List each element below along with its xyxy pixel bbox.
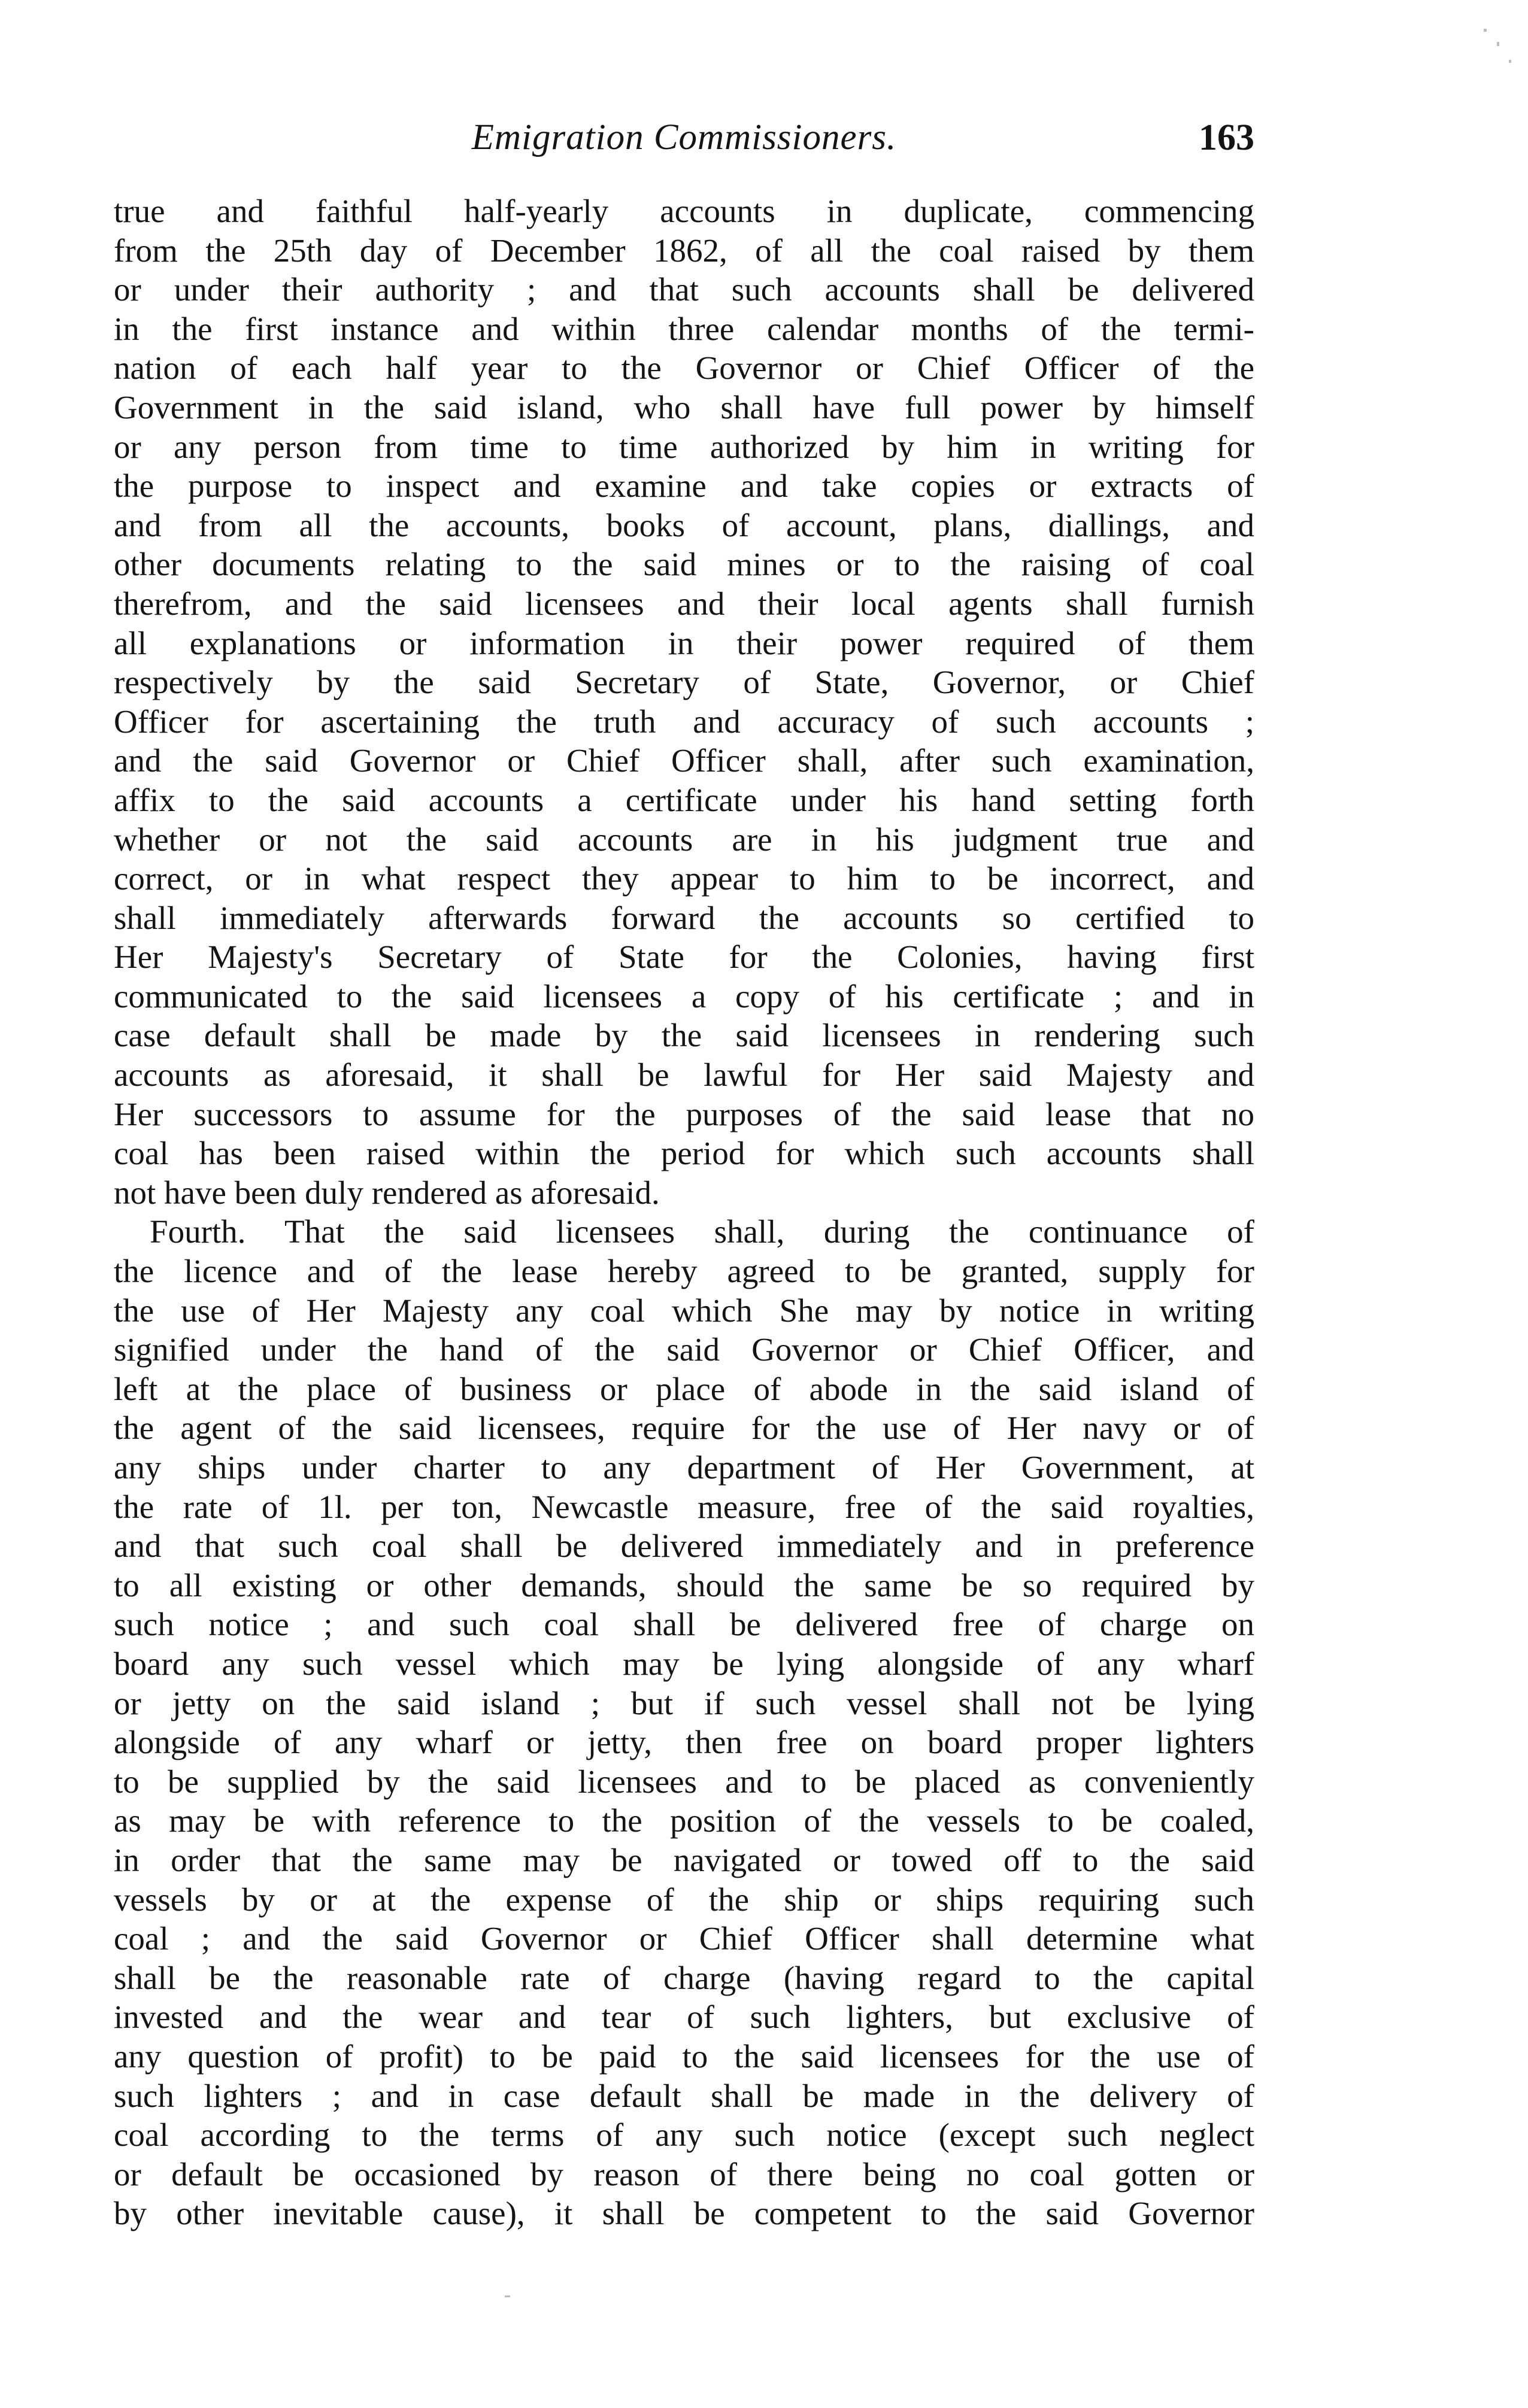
text-line: nation of each half year to the Governor or Chief Officer of the bbox=[114, 350, 1254, 387]
text-line: vessels by or at the expense of the ship or ships requiring such bbox=[114, 1881, 1254, 1918]
text-line: signified under the hand of the said Governor or Chief Officer, and bbox=[114, 1331, 1254, 1368]
text-line: to all existing or other demands, should the same be so required by bbox=[114, 1566, 1254, 1604]
text-line: as may be with reference to the position of the vessels to be coaled, bbox=[114, 1802, 1254, 1839]
text-line: Officer for ascertaining the truth and accuracy of such accounts ; bbox=[114, 703, 1254, 740]
text-line: the agent of the said licensees, require for the use of Her navy or of bbox=[114, 1410, 1254, 1447]
paragraph-first-line: Fourth. That the said licensees shall, during the continuance of bbox=[150, 1213, 1254, 1250]
text-line: coal has been raised within the period for which such accounts shall bbox=[114, 1135, 1254, 1172]
text-line: communicated to the said licensees a copy of his certificate ; and in bbox=[114, 977, 1254, 1015]
text-line: the licence and of the lease hereby agreed to be granted, supply for bbox=[114, 1253, 1254, 1290]
text-line: coal ; and the said Governor or Chief Officer shall determine what bbox=[114, 1920, 1254, 1957]
page-header bbox=[114, 117, 1254, 159]
text-line: Government in the said island, who shall have full power by himself bbox=[114, 388, 1254, 426]
text-line: the purpose to inspect and examine and take copies or extracts of bbox=[114, 467, 1254, 505]
text-line: the rate of 1l. per ton, Newcastle measure, free of the said royalties, bbox=[114, 1488, 1254, 1525]
paragraph-last-line: not have been duly rendered as aforesaid. bbox=[114, 1174, 660, 1211]
text-line: shall immediately afterwards forward the accounts so certified to bbox=[114, 899, 1254, 936]
text-line: whether or not the said accounts are in his judgment true and bbox=[114, 821, 1254, 858]
text-line: accounts as aforesaid, it shall be lawful for Her said Majesty and bbox=[114, 1056, 1254, 1094]
text-line: and the said Governor or Chief Officer shall, after such examination, bbox=[114, 742, 1254, 779]
page-number: 163 bbox=[1199, 117, 1254, 158]
text-line: other documents relating to the said mines or to the raising of coal bbox=[114, 546, 1254, 583]
text-line: invested and the wear and tear of such lighters, but exclusive of bbox=[114, 1999, 1254, 2036]
text-line: Her Majesty's Secretary of State for the Colonies, having first bbox=[114, 939, 1254, 976]
text-line: or jetty on the said island ; but if such vessel shall not be lying bbox=[114, 1684, 1254, 1721]
text-line: respectively by the said Secretary of State, Governor, or Chief bbox=[114, 664, 1254, 701]
text-line: or default be occasioned by reason of there being no coal gotten or bbox=[114, 2155, 1254, 2193]
text-line: any ships under charter to any department of Her Government, at bbox=[114, 1449, 1254, 1486]
text-line: any question of profit) to be paid to the said licensees for the use of bbox=[114, 2037, 1254, 2075]
text-line: shall be the reasonable rate of charge (having regard to the capital bbox=[114, 1959, 1254, 1996]
text-line: such lighters ; and in case default shall be made in the delivery of bbox=[114, 2077, 1254, 2114]
text-line: the use of Her Majesty any coal which She may by notice in writing bbox=[114, 1292, 1254, 1329]
text-line: alongside of any wharf or jetty, then free on board proper lighters bbox=[114, 1724, 1254, 1761]
scan-speck bbox=[505, 2295, 510, 2297]
text-line: and from all the accounts, books of account, plans, diallings, and bbox=[114, 506, 1254, 543]
text-line: affix to the said accounts a certificate under his hand setting forth bbox=[114, 781, 1254, 818]
text-line: Her successors to assume for the purposes of the said lease that no bbox=[114, 1095, 1254, 1132]
text-line: case default shall be made by the said licensees in rendering such bbox=[114, 1017, 1254, 1054]
text-line: to be supplied by the said licensees and to be placed as conveniently bbox=[114, 1763, 1254, 1800]
text-line: all explanations or information in their power required of them bbox=[114, 624, 1254, 661]
body-text bbox=[114, 192, 1254, 2233]
text-line: coal according to the terms of any such notice (except such neglect bbox=[114, 2117, 1254, 2154]
text-line: and that such coal shall be delivered immediately and in preference bbox=[114, 1528, 1254, 1565]
text-line: true and faithful half-yearly accounts in duplicate, commencing bbox=[114, 193, 1254, 229]
text-line: by other inevitable cause), it shall be competent to the said Governor bbox=[114, 2195, 1254, 2232]
scan-speck bbox=[1509, 60, 1511, 63]
text-line: board any such vessel which may be lying alongside of any wharf bbox=[114, 1645, 1254, 1682]
text-line: in the first instance and within three calendar months of the termi- bbox=[114, 310, 1254, 347]
text-line: correct, or in what respect they appear to him to be incorrect, and bbox=[114, 860, 1254, 897]
text-line: in order that the same may be navigated or towed off to the said bbox=[114, 1841, 1254, 1878]
text-line: or any person from time to time authorized by him in writing for bbox=[114, 428, 1254, 465]
scan-speck bbox=[1484, 29, 1487, 32]
running-title: Emigration Commissioners. bbox=[471, 117, 897, 157]
scan-speck bbox=[1497, 42, 1499, 46]
text-line: from the 25th day of December 1862, of all the coal raised by them bbox=[114, 232, 1254, 269]
text-line: such notice ; and such coal shall be delivered free of charge on bbox=[114, 1606, 1254, 1643]
text-line: therefrom, and the said licensees and their local agents shall furnish bbox=[114, 585, 1254, 622]
text-line: or under their authority ; and that such accounts shall be delivered bbox=[114, 271, 1254, 308]
text-line: left at the place of business or place of abode in the said island of bbox=[114, 1370, 1254, 1407]
